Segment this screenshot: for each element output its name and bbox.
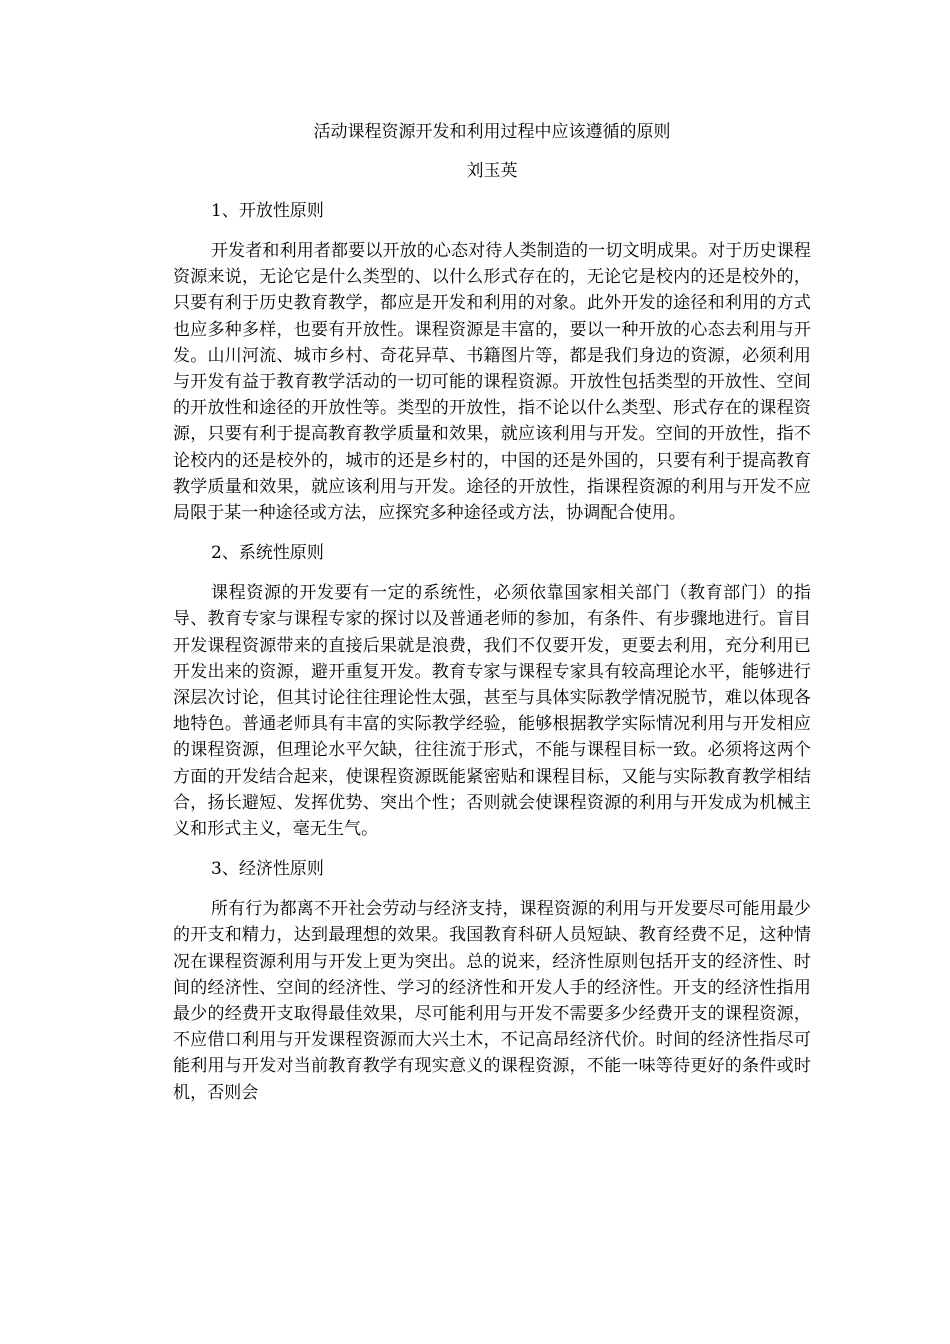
section-body-open: 开发者和利用者都要以开放的心态对待人类制造的一切文明成果。对于历史课程资源来说，无论它是什么类型的、以什么形式存在的，无论它是校内的还是校外的，只要有利于历史教育教学，都应是开发和利用的对象。此外开发的途径和利用的方式也应多种多样，也要有开放性。课程资源是丰富的，要以一种开放的心态去利用与开发。山川河流、城市乡村、奇花异草、书籍图片等，都是我们身边的资源，必须利用与开发有益于教育教学活动的一切可能的课程资源。开放性包括类型的开放性、空间的开放性和途径的开放性等。类型的开放性，指不论以什么类型、形式存在的课程资源，只要有利于提高教育教学质量和效果，就应该利用与开发。空间的开放性，指不论校内的还是校外的，城市的还是乡村的，中国的还是外国的，只要有利于提高教育教学质量和效果，就应该利用与开发。途径的开放性，指课程资源的利用与开发不应局限于某一种途径或方法，应探究多种途径或方法，协调配合使用。 — [173, 241, 811, 524]
section-body-economy: 所有行为都离不开社会劳动与经济支持，课程资源的利用与开发要尽可能用最少的开支和精力，达到最理想的效果。我国教育科研人员短缺、教育经费不足，这种情况在课程资源利用与开发上更为突出。总的说来，经济性原则包括开支的经济性、时间的经济性、空间的经济性、学习的经济性和开发人手的经济性。开支的经济性指用最少的经费开支取得最佳效果，尽可能利用与开发不需要多少经费开支的课程资源，不应借口利用与开发课程资源而大兴土木，不记高昂经济代价。时间的经济性指尽可能利用与开发对当前教育教学有现实意义的课程资源，不能一味等待更好的条件或时机，否则会 — [173, 899, 811, 1103]
section-body-system: 课程资源的开发要有一定的系统性，必须依靠国家相关部门（教育部门）的指导、教育专家与课程专家的探讨以及普通老师的参加，有条件、有步骤地进行。盲目开发课程资源带来的直接后果就是浪费，我们不仅要开发，更要去利用，充分利用已开发出来的资源，避开重复开发。教育专家与课程专家具有较高理论水平，能够进行深层次讨论，但其讨论往往理论性太强，甚至与具体实际教学情况脱节，难以体现各地特色。普通老师具有丰富的实际教学经验，能够根据教学实际情况利用与开发相应的课程资源，但理论水平欠缺，往往流于形式，不能与课程目标一致。必须将这两个方面的开发结合起来，使课程资源既能紧密贴和课程目标，又能与实际教育教学相结合，扬长避短、发挥优势、突出个性；否则就会使课程资源的利用与开发成为机械主义和形式主义，毫无生气。 — [173, 583, 811, 840]
section-heading-system: 2、系统性原则 — [211, 543, 324, 564]
document-author: 刘玉英 — [466, 161, 518, 181]
document-title: 活动课程资源开发和利用过程中应该遵循的原则 — [313, 122, 671, 142]
document-body — [173, 119, 811, 1120]
section-heading-open: 1、开放性原则 — [211, 201, 324, 221]
section-heading-economy: 3、经济性原则 — [211, 859, 324, 880]
